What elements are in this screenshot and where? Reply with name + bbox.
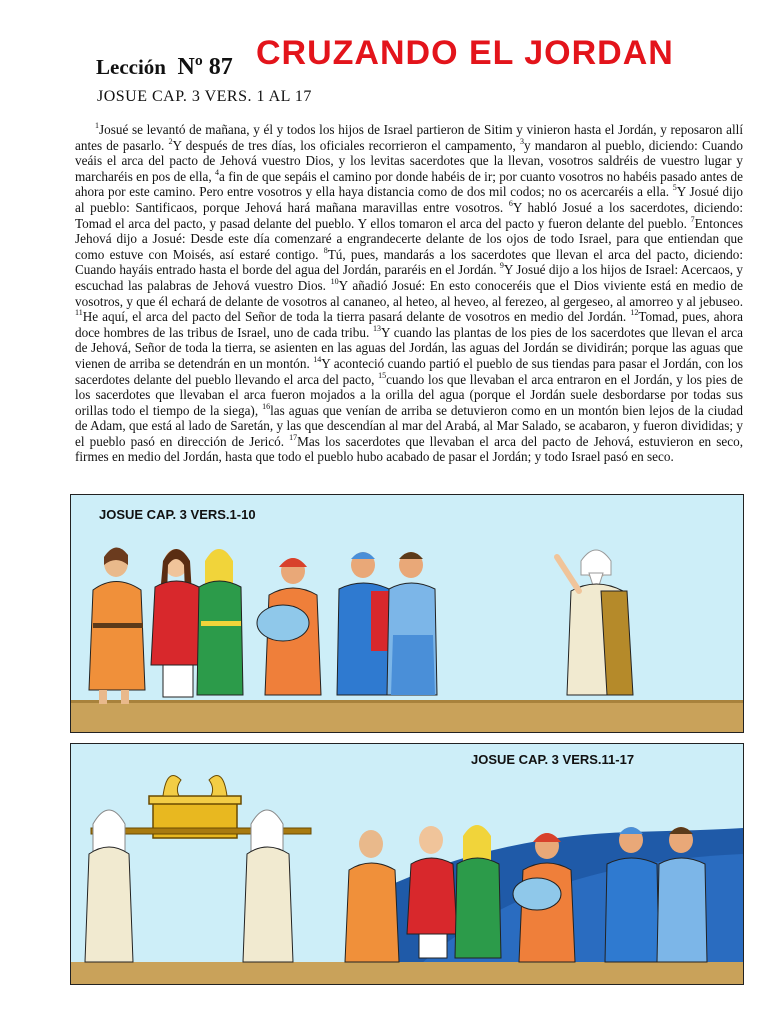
verse-number: 8 (323, 245, 328, 255)
verse-number: 5 (672, 183, 677, 193)
person-2 (151, 549, 203, 697)
verse-number: 11 (75, 308, 83, 318)
verse-number: 15 (378, 370, 387, 380)
verse-text: Entonces Jehová dijo a Josué: Desde este día comenzaré a engrandecerte delante de los ojos de todo Israel, para que entiendan que como estuve con Moisés, así estaré contigo. (75, 215, 743, 262)
lesson-title: CRUZANDO EL JORDAN (256, 34, 674, 72)
lesson-number (96, 54, 233, 81)
verse-number: 9 (499, 261, 504, 271)
verse-number: 3 (519, 136, 524, 146)
lesson-header (96, 36, 736, 86)
illustration-people-listening (71, 495, 743, 732)
verse-number: 4 (215, 167, 220, 177)
verse-text: Y después de tres días, los oficiales recorrieron el campamento, (172, 137, 520, 153)
verse-text: Y Josué dijo a los hijos de Israel: Acercaos, y escuchad las palabras de Jehová vuestro Dios. (75, 262, 743, 293)
verse-number: 14 (313, 354, 322, 364)
person-6 (387, 552, 437, 695)
verse-text: Tomad, pues, ahora doce hombres de las tribus de Israel, uno de cada tribu. (75, 309, 743, 340)
person-3 (197, 549, 243, 695)
person-5 (337, 552, 395, 695)
illustration-panel-1 (70, 494, 744, 733)
person-4 (257, 558, 321, 695)
verse-number: 17 (289, 432, 298, 442)
ground (71, 700, 743, 732)
joshua-figure (557, 550, 633, 695)
verse-paragraph (75, 122, 743, 465)
verse-number: 6 (508, 198, 513, 208)
verse-text: Y aconteció cuando partió el pueblo de sus tiendas para pasar el Jordán, con los sacerdotes delante del pueblo llevando el arca del pacto, (75, 355, 743, 387)
verse-text: a fin de que sepáis el camino por donde habéis de ir; por cuanto vosotros no habéis pasado antes de ahora por este camino. Pero entre vosotros y ella haya distancia como de dos mil codos; no os acercaréis a ella. (75, 168, 743, 200)
person-1 (89, 547, 145, 704)
verse-text: cuando los que llevaban el arca entraron en el Jordán, y los pies de los sacerdotes que llevaban el arca fueron mojados a la orilla del agua (porque el Jordán suele desbordarse por todas sus orillas todo el tiempo de la siega), (75, 371, 743, 418)
panel-1-label: JOSUE CAP. 3 VERS.1-10 (99, 507, 256, 522)
verse-text: las aguas que venían de arriba se detuvieron como en un montón bien lejos de la ciudad de Adam, que está al lado de Saretán, y las que descendían al mar del Arabá, al Mar Salado, se acabaron, y fueron divididas; y el pueblo pasó en dirección de Jericó. (75, 402, 743, 449)
lesson-num: Nº 87 (177, 54, 233, 80)
verse-text: Y cuando las plantas de los pies de los sacerdotes que llevan el arca de Jehová, Señor de toda la tierra, se asienten en las aguas del Jordán, las aguas del Jordán se dividirán; porque las aguas que vienen de arriba se detendrán en un montón. (75, 324, 743, 371)
scripture-text (75, 122, 743, 465)
verse-number: 7 (690, 214, 695, 224)
verse-number: 1 (95, 121, 99, 130)
verse-text: Tú, pues, mandarás a los sacerdotes que llevan el arca del pacto, diciendo: Cuando hayáis entrado hasta el borde del agua del Jordán, pararéis en el Jordán. (75, 246, 743, 278)
verse-text: Y habló Josué a los sacerdotes, diciendo: Tomad el arca del pacto, y pasad delante del pueblo. Y ellos tomaron el arca del pacto y fueron delante del pueblo. (75, 199, 743, 231)
scripture-reference: JOSUE CAP. 3 VERS. 1 AL 17 (97, 88, 312, 105)
panel-2-label: JOSUE CAP. 3 VERS.11-17 (471, 752, 635, 767)
verse-text: Josué se levantó de mañana, y él y todos los hijos de Israel partieron de Sitim y vinieron hasta el Jordán, y reposaron allí antes de pasarlo. (75, 122, 743, 153)
illustration-crossing-jordan (71, 744, 743, 984)
verse-number: 16 (262, 401, 271, 411)
person-9 (455, 825, 501, 958)
verse-number: 13 (372, 323, 381, 333)
verse-text: Y añadió Josué: En esto conoceréis que el Dios viviente está en medio de vosotros, y que él echará de delante de vosotros al cananeo, al heteo, al heveo, al ferezeo, al gergeseo, al amorreo y al jebuseo. (75, 277, 743, 309)
verse-text: Mas los sacerdotes que llevaban el arca del pacto de Jehová, estuvieron en seco, firmes en medio del Jordán, hasta que todo el pueblo hubo acabado de pasar el Jordán; y todo Israel pasó en seco. (75, 433, 743, 465)
verse-text: He aquí, el arca del pacto del Señor de toda la tierra pasará delante de vosotros en medio del Jordán. (82, 309, 631, 325)
verse-text: y mandaron al pueblo, diciendo: Cuando veáis el arca del pacto de Jehová vuestro Dios, y los levitas sacerdotes que la llevan, vosotros saldréis de vuestro lugar y marcharéis en pos de ella, (75, 137, 743, 184)
verse-number: 10 (330, 276, 339, 286)
ground (71, 962, 743, 984)
person-7 (345, 830, 399, 962)
verse-text: Y Josué dijo al pueblo: Santificaos, porque Jehová hará mañana maravillas entre vosotros. (75, 184, 743, 215)
illustration-panel-2 (70, 743, 744, 985)
lesson-word: Lección (96, 55, 166, 79)
verse-number: 12 (630, 308, 639, 318)
verse-number: 2 (168, 136, 173, 146)
